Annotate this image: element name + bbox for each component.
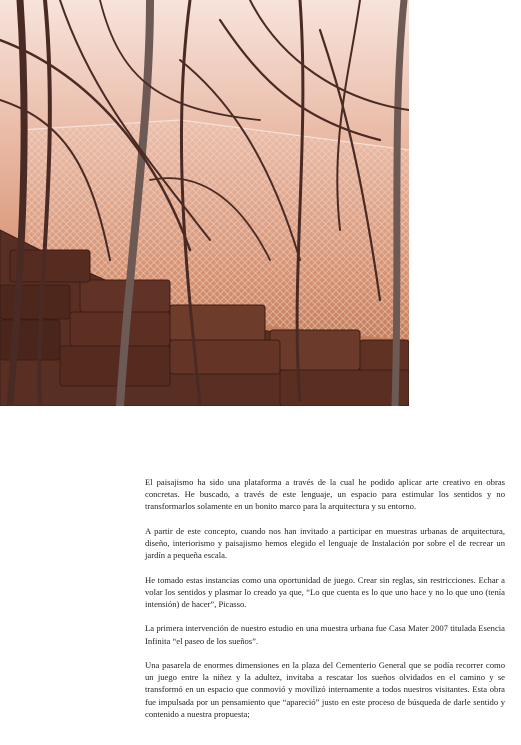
paragraph: Una pasarela de enormes dimensiones en la plaza del Cementerio General que se podía recorrer como un juego entre la niñez y la adultez, invitaba a rescatar los sueños olvidados en el camino y se transformó en un espacio que conmovió y movilizó internamente a todos nuestros visitantes. Esta obra fue impulsada por un pensamiento que “apareció” justo en este proceso de búsqueda de darle sentido y contenido a nuestra propuesta;	[145, 659, 505, 719]
body-text	[145, 476, 505, 732]
paragraph: He tomado estas instancias como una oportunidad de juego. Crear sin reglas, sin restricciones. Echar a volar los sentidos y plasmar lo creado ya que, “Lo que cuenta es lo que uno hace y no lo que uno (tenía intensión) de hacer”, Picasso.	[145, 574, 505, 609]
paragraph: El paisajismo ha sido una plataforma a través de la cual he podido aplicar arte creativo en obras concretas. He buscado, a través de este lenguaje, un espacio para estimular los sentidos y no transformarlos solamente en un bonito marco para la arquitectura y su entorno.	[145, 477, 505, 512]
installation-photo	[0, 0, 409, 406]
paragraph: A partir de este concepto, cuando nos han invitado a participar en muestras urbanas de arquitectura, diseño, interiorismo y paisajismo hemos elegido el lenguaje de Instalación por sobre el de recrear un jardín a pequeña escala.	[145, 525, 505, 561]
paragraph: La primera intervención de nuestro estudio en una muestra urbana fue Casa Mater 2007 titulada Esencia Infinita “el paseo de los sueños”.	[145, 623, 505, 646]
